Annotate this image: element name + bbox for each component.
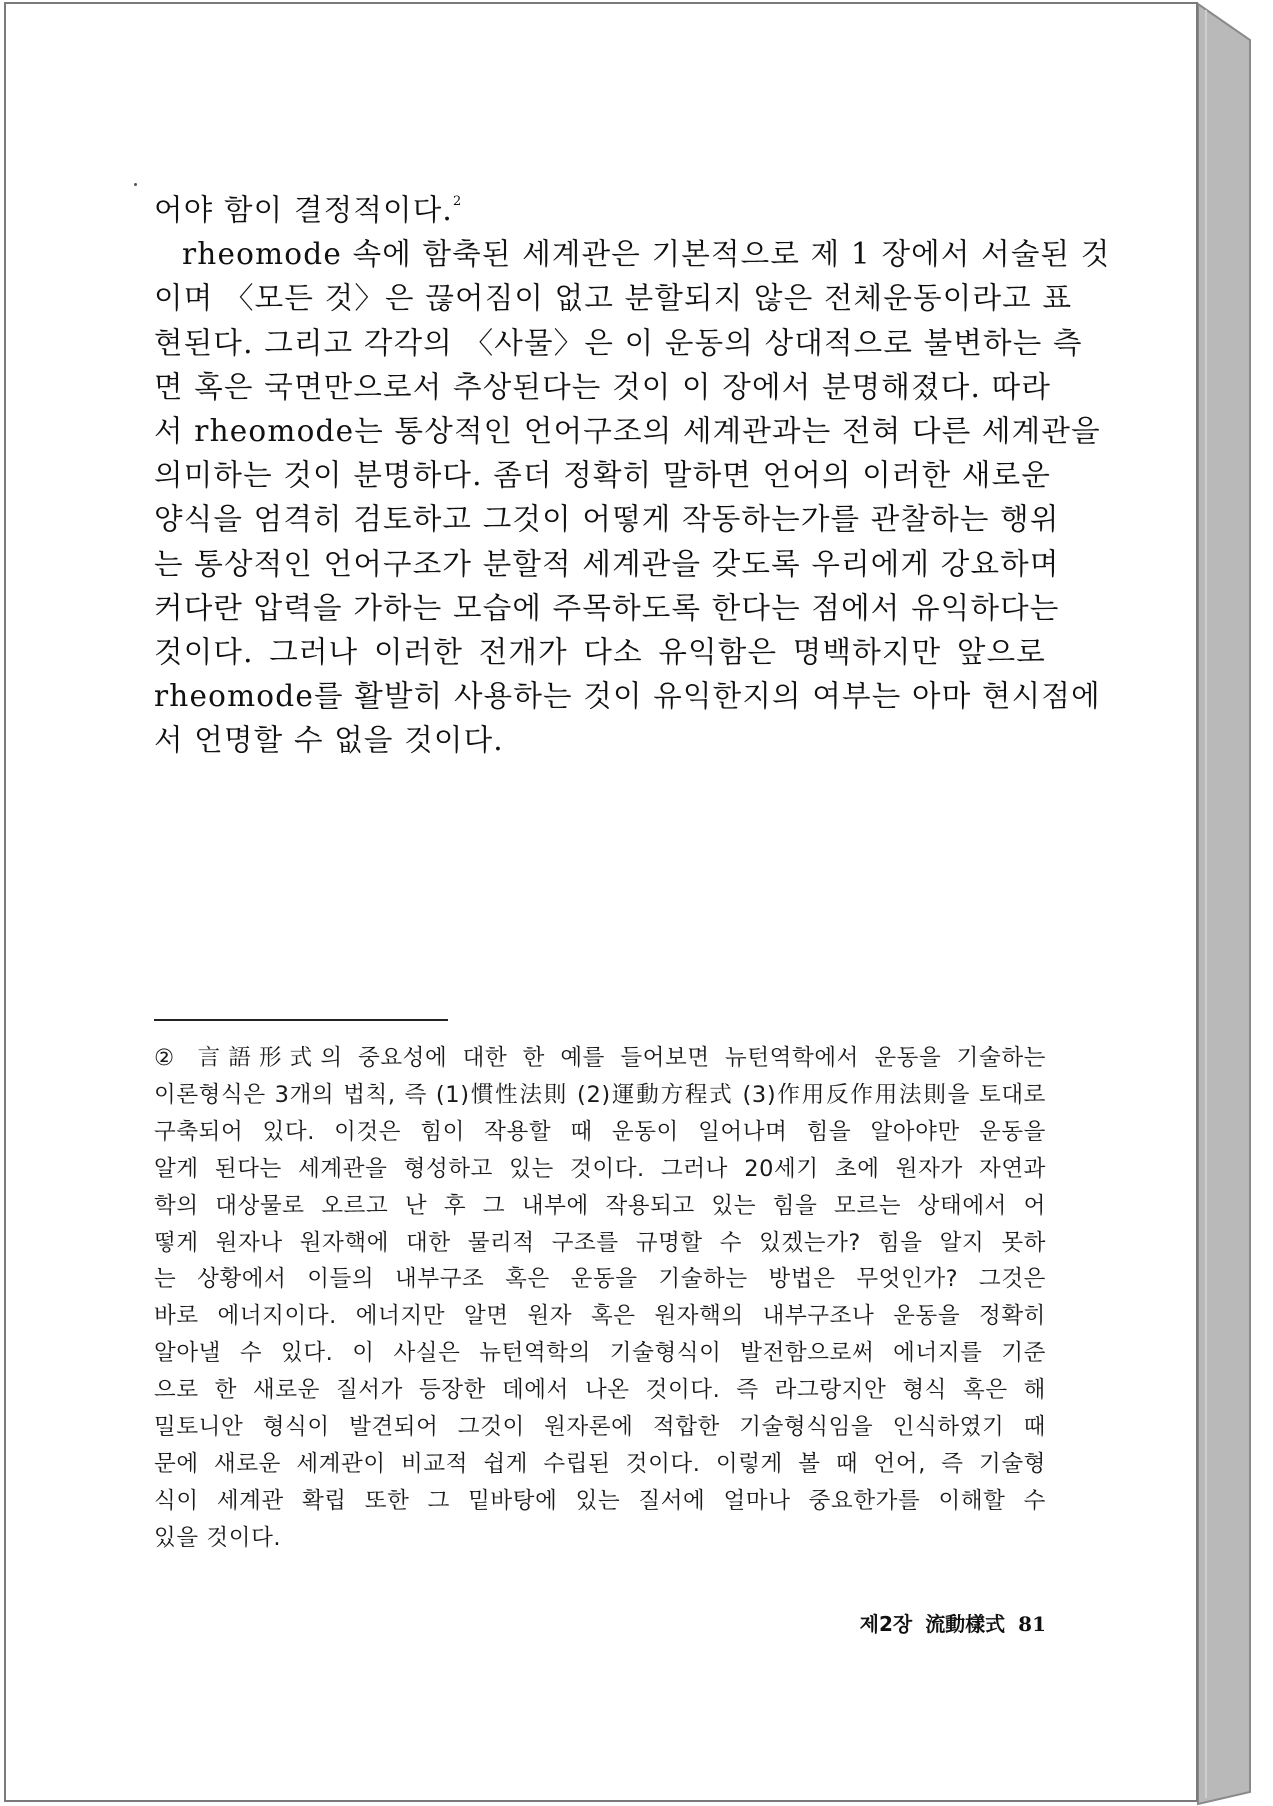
text-line: rheomode를 활발히 사용하는 것이 유익한지의 여부는 아마 현시점에 [154, 679, 1101, 714]
text-line: 서 rheomode는 통상적인 언어구조의 세계관과는 전혀 다른 세계관을 [154, 414, 1101, 449]
text-line: 현된다. 그리고 각각의 〈사물〉은 이 운동의 상대적으로 불변하는 측 [154, 325, 1083, 360]
text-line-content: 어야 함이 결정적이다. [154, 193, 454, 227]
footnote [154, 1040, 1046, 1557]
text-line: 는 통상적인 언어구조가 분할적 세계관을 갖도록 우리에게 강요하며 [154, 546, 1060, 581]
footnote-line: 문에 새로운 세계관이 비교적 쉽게 수립된 것이다. 이렇게 볼 때 언어, 즉 기술형 [154, 1450, 1046, 1477]
text-line: 커다란 압력을 가하는 모습에 주목하도록 한다는 점에서 유익하다는 [154, 590, 1060, 625]
scan-speck [134, 183, 137, 186]
text-line: 면 혹은 국면만으로서 추상된다는 것이 이 장에서 분명해졌다. 따라 [154, 369, 1052, 404]
text-line: 것이다. 그러나 이러한 전개가 다소 유익함은 명백하지만 앞으로 [154, 635, 1046, 670]
footnote-line: 있을 것이다. [154, 1524, 282, 1551]
text-line: 양식을 엄격히 검토하고 그것이 어떻게 작동하는가를 관찰하는 행위 [154, 502, 1060, 537]
footnote-reference: 2 [453, 194, 463, 209]
text-line: 이며 〈모든 것〉은 끊어짐이 없고 분할되지 않은 전체운동이라고 표 [154, 281, 1073, 316]
footnote-line: 알아낼 수 있다. 이 사실은 뉴턴역학의 기술형식이 발전함으로써 에너지를 기준 [154, 1340, 1046, 1367]
footnote-line: 구축되어 있다. 이것은 힘이 작용할 때 운동이 일어나며 힘을 알아야만 운동을 [154, 1118, 1046, 1145]
main-text [154, 188, 1111, 763]
chapter-label: 제2장 [859, 1612, 913, 1636]
footnote-line: 식이 세계관 확립 또한 그 밑바탕에 있는 질서에 얼마나 중요한가를 이해할 수 [154, 1487, 1046, 1514]
footnote-line: 으로 한 새로운 질서가 등장한 데에서 나온 것이다. 즉 라그랑지안 형식 혹은 해 [154, 1377, 1046, 1404]
footnote-line: 이론형식은 3개의 법칙, 즉 (1)慣性法則 (2)運動方程式 (3)作用反作用法則을 토대로 [154, 1081, 1046, 1108]
footnote-line: 밀토니안 형식이 발견되어 그것이 원자론에 적합한 기술형식임을 인식하였기 때 [154, 1414, 1046, 1441]
page-number: 81 [1018, 1612, 1046, 1636]
footnote-line: 바로 에너지이다. 에너지만 알면 원자 혹은 원자핵의 내부구조나 운동을 정확히 [154, 1303, 1046, 1330]
footnote-line: 는 상황에서 이들의 내부구조 혹은 운동을 기술하는 방법은 무엇인가? 그것은 [154, 1266, 1046, 1293]
text-line [154, 188, 1046, 232]
footnote-line: 학의 대상물로 오르고 난 후 그 내부에 작용되고 있는 힘을 모르는 상태에서 어 [154, 1192, 1046, 1219]
footnote-line: ② 言語形式의 중요성에 대한 한 예를 들어보면 뉴턴역학에서 운동을 기술하는 [154, 1045, 1046, 1071]
footnote-line: 알게 된다는 세계관을 형성하고 있는 것이다. 그러나 20세기 초에 원자가 자연과 [154, 1155, 1046, 1182]
chapter-title: 流動樣式 [925, 1612, 1006, 1636]
text-line: rheomode 속에 함축된 세계관은 기본적으로 제 1 장에서 서술된 것 [182, 237, 1111, 272]
text-line: 서 언명할 수 없을 것이다. [154, 723, 504, 758]
running-footer [810, 1608, 1046, 1637]
footnote-line: 떻게 원자나 원자핵에 대한 물리적 구조를 규명할 수 있겠는가? 힘을 알지 못하 [154, 1229, 1046, 1256]
footnote-divider [154, 1019, 448, 1021]
text-line: 의미하는 것이 분명하다. 좀더 정확히 말하면 언어의 이러한 새로운 [154, 458, 1052, 493]
